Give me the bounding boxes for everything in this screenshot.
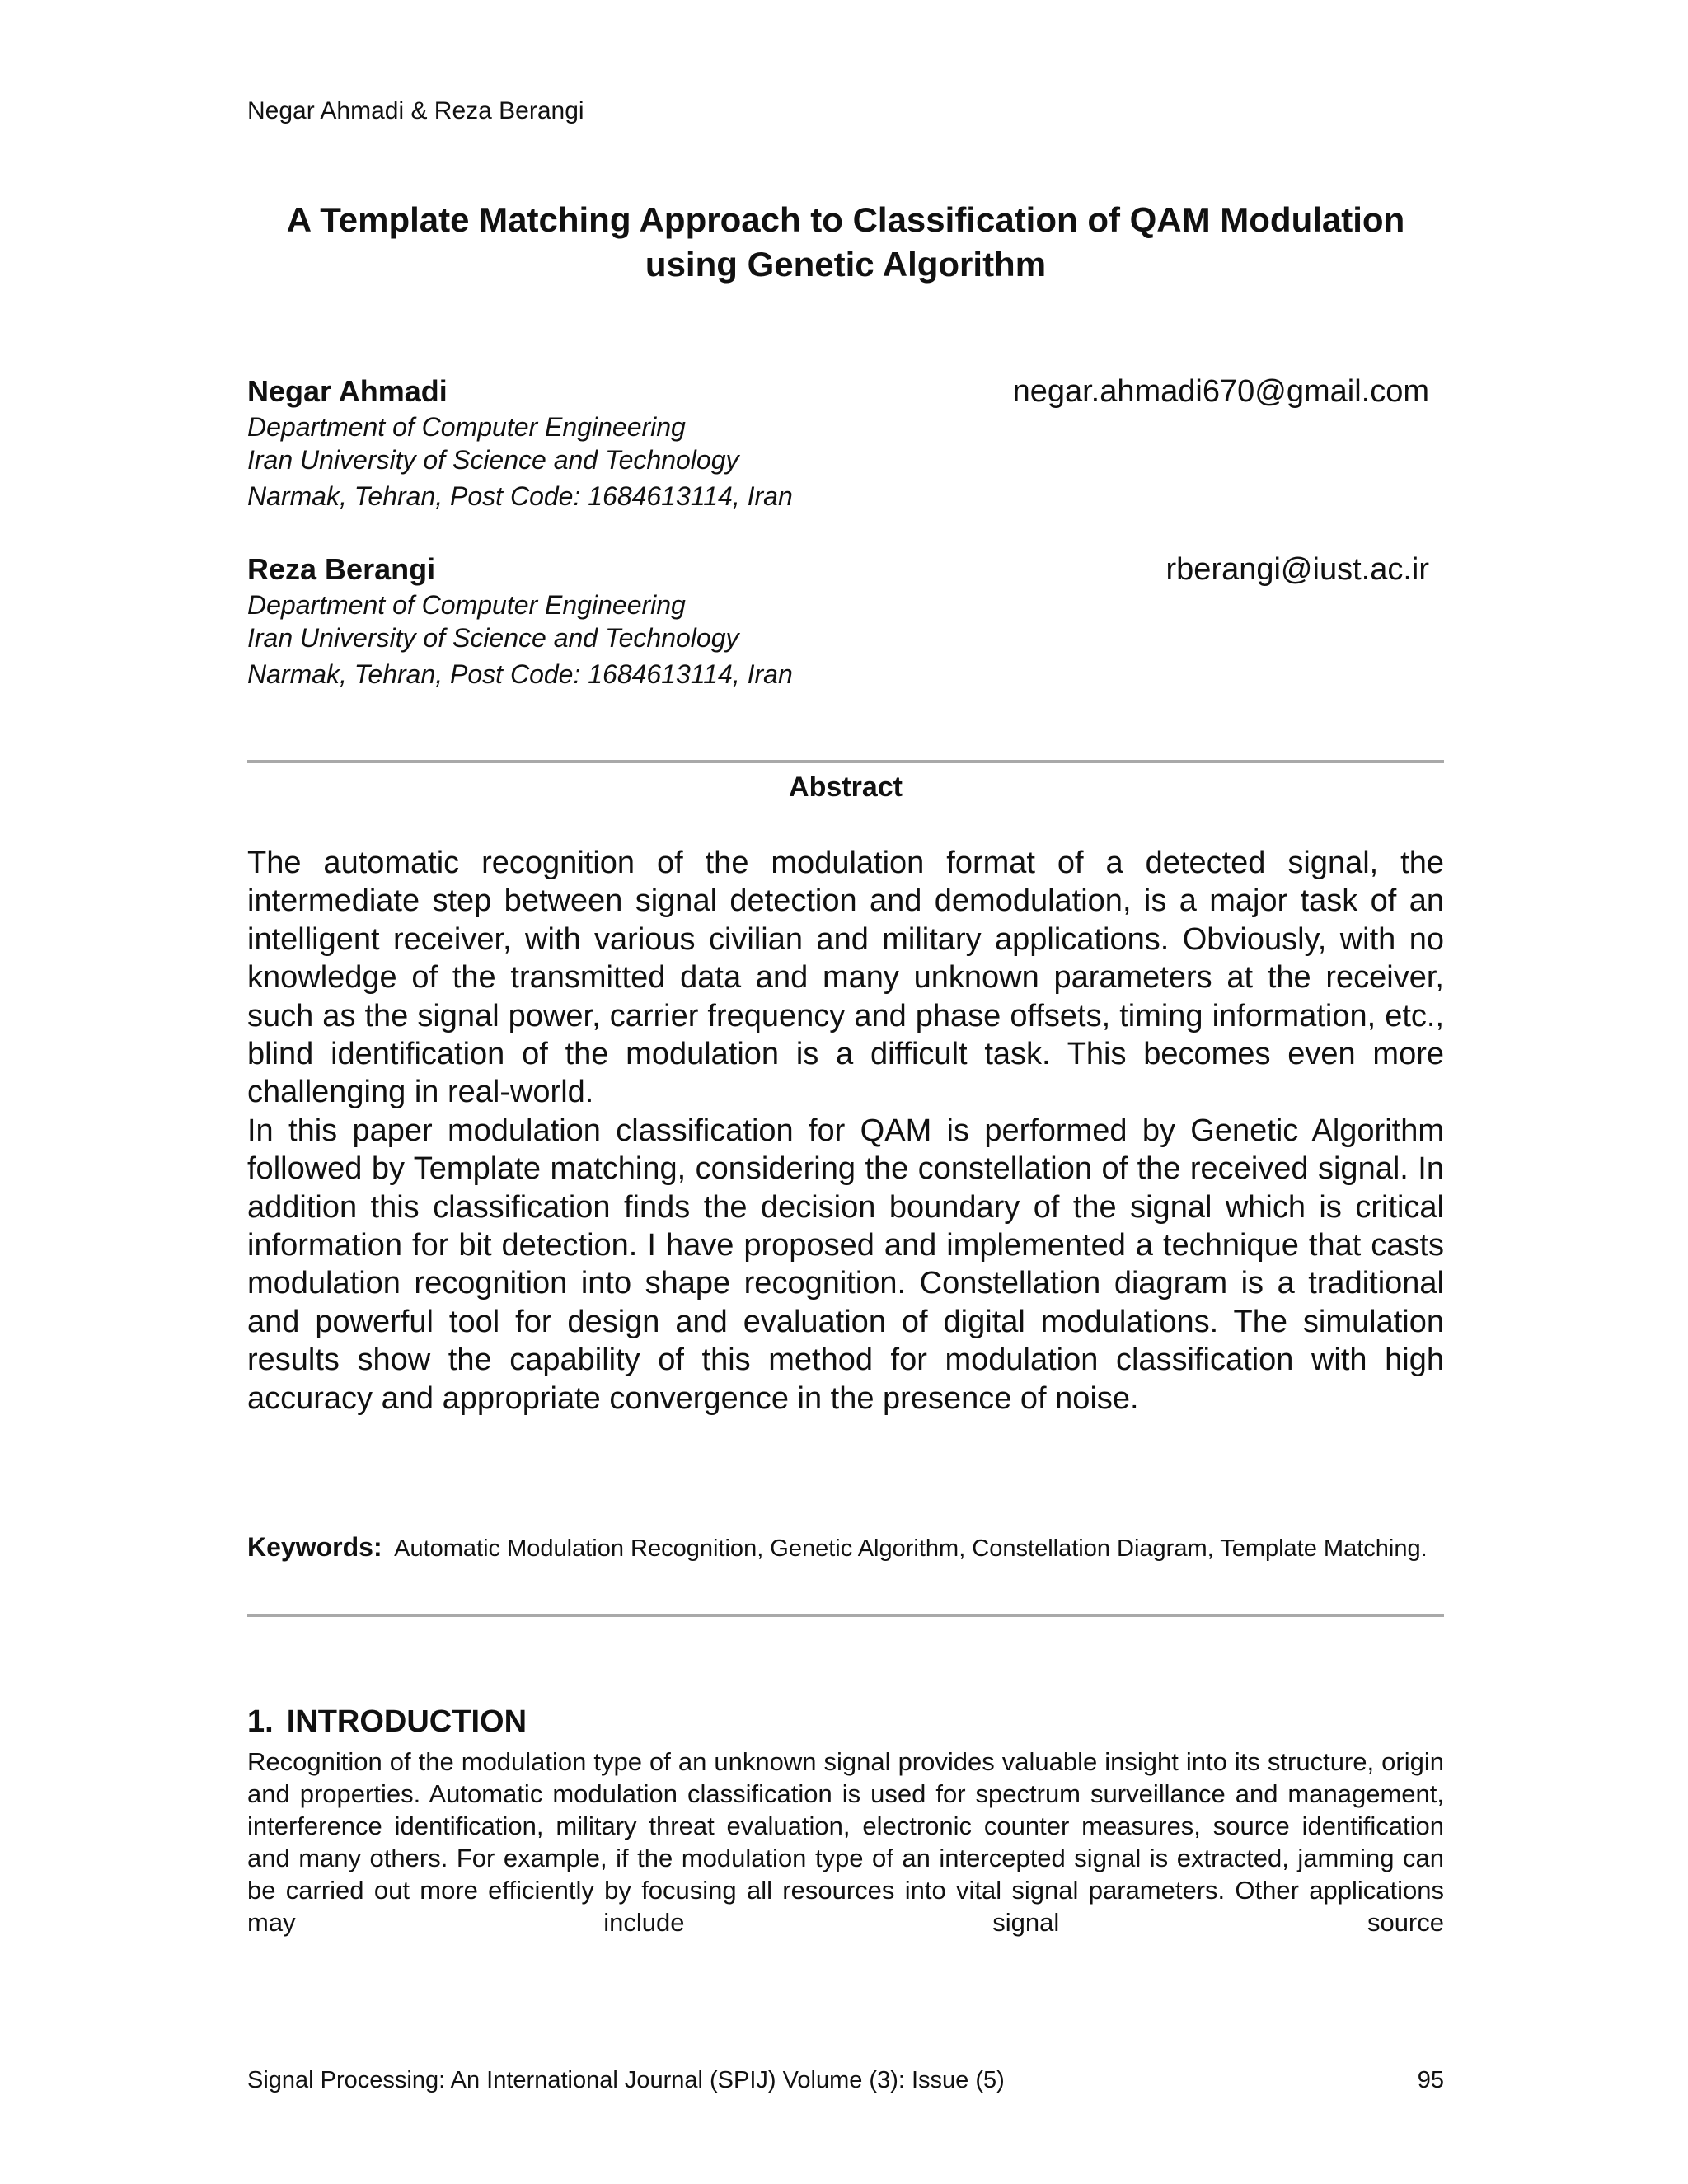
- section-number: 1.: [247, 1704, 274, 1739]
- section-heading: [247, 1704, 527, 1740]
- author-university: Iran University of Science and Technology: [247, 623, 739, 653]
- keywords-text: Automatic Modulation Recognition, Genetic Algorithm, Constellation Diagram, Template Matching.: [394, 1535, 1428, 1562]
- author-department: Department of Computer Engineering: [247, 412, 686, 442]
- keywords: [247, 1531, 1444, 1564]
- author-address: Narmak, Tehran, Post Code: 1684613114, Iran: [247, 481, 793, 511]
- author-address: Narmak, Tehran, Post Code: 1684613114, Iran: [247, 659, 793, 689]
- abstract-heading: Abstract: [789, 771, 903, 803]
- footer-journal: Signal Processing: An International Journal (SPIJ) Volume (3): Issue (5): [247, 2067, 1005, 2093]
- author-block-1: [247, 374, 1444, 523]
- author-department: Department of Computer Engineering: [247, 590, 686, 620]
- abstract-paragraph: The automatic recognition of the modulation format of a detected signal, the intermediate step between signal detection and demodulation, is a major task of an intelligent receiver, with various civilian and military applications. Obviously, with no knowledge of the transmitted data and many unknown parameters at the receiver, such as the signal power, carrier frequency and phase offsets, timing information, etc., blind identification of the modulation is a difficult task. This becomes even more challenging in real-world.: [247, 846, 1444, 1110]
- introduction-paragraph: Recognition of the modulation type of an unknown signal provides valuable insight into its structure, origin and properties. Automatic modulation classification is used for spectrum surveillance and management, interference identification, military threat evaluation, electronic counter measures, source identification and many others. For example, if the modulation type of an intercepted signal is extracted, jamming can be carried out more efficiently by focusing all resources into vital signal parameters. Other applications may include signal source: [247, 1747, 1444, 1937]
- section-title: INTRODUCTION: [286, 1704, 528, 1739]
- paper-title: A Template Matching Approach to Classification of QAM Modulation using Genetic Algorithm: [286, 200, 1405, 284]
- author-university: Iran University of Science and Technology: [247, 445, 739, 475]
- abstract-top-rule: [247, 760, 1444, 763]
- author-email[interactable]: rberangi@iust.ac.ir: [1165, 552, 1429, 587]
- page-number: 95: [1417, 2067, 1444, 2093]
- abstract-bottom-rule: [247, 1614, 1444, 1617]
- abstract-paragraph: In this paper modulation classification for QAM is performed by Genetic Algorithm followed by Template matching, considering the constellation of the received signal. In addition this classification finds the decision boundary of the signal which is critical information for bit detection. I have proposed and implemented a technique that casts modulation recognition into shape recognition. Constellation diagram is a traditional and powerful tool for design and evaluation of digital modulations. The simulation results show the capability of this method for modulation classification with high accuracy and appropriate convergence in the presence of noise.: [247, 1113, 1444, 1416]
- running-head: Negar Ahmadi & Reza Berangi: [247, 97, 584, 124]
- author-name: Reza Berangi: [247, 552, 436, 586]
- author-block-2: [247, 552, 1444, 701]
- paper-page: [247, 0, 1444, 2184]
- author-email[interactable]: negar.ahmadi670@gmail.com: [1012, 374, 1429, 409]
- keywords-label: Keywords:: [247, 1532, 382, 1562]
- abstract-body: [247, 844, 1444, 1418]
- author-name: Negar Ahmadi: [247, 374, 448, 408]
